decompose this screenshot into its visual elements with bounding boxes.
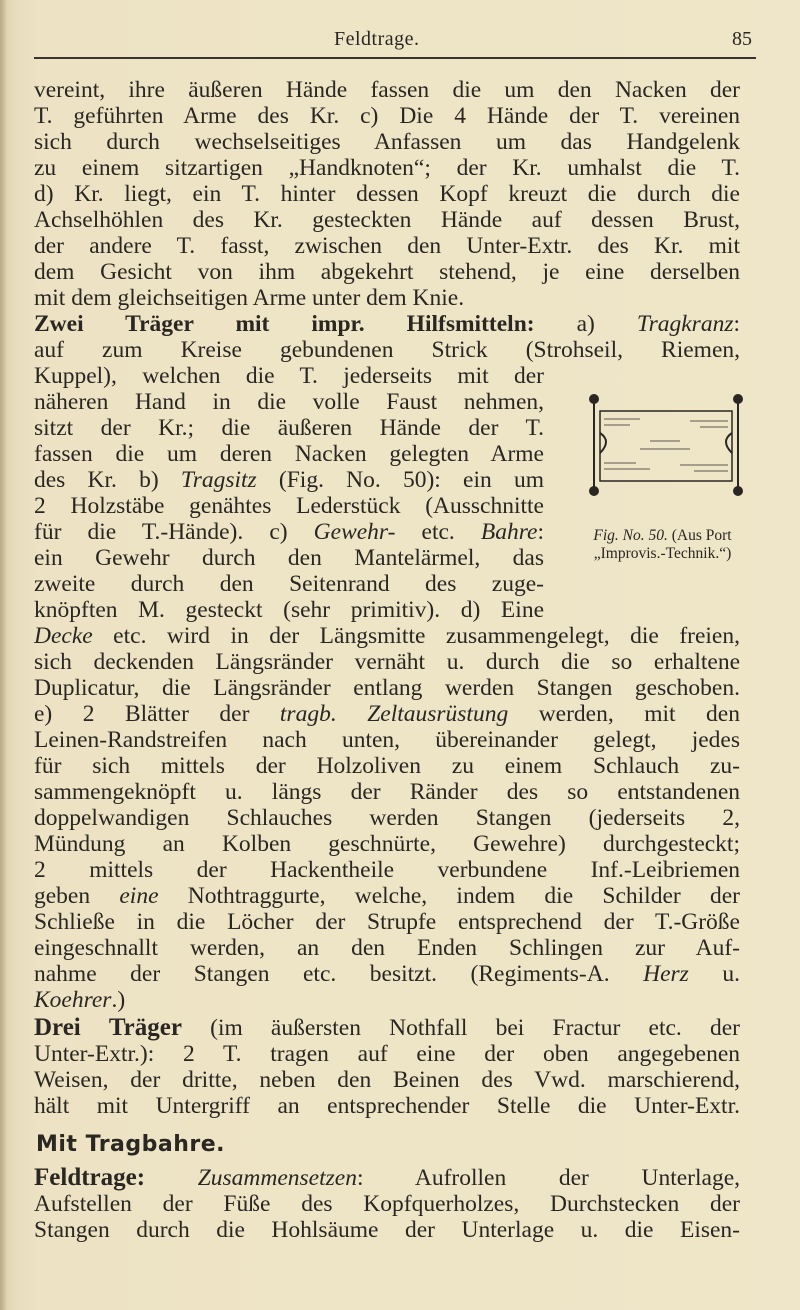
italic-term: Koehrer xyxy=(34,987,112,1013)
text-line xyxy=(34,701,740,727)
text-line: 2 Holzstäbe genähtes Lederstück (Ausschnitte xyxy=(34,493,544,519)
text-line xyxy=(34,987,740,1013)
text-span: des Kr. b) xyxy=(34,467,181,493)
italic-term: Tragsitz xyxy=(180,467,257,493)
text-line: mit dem gleichseitigen Arme unter dem Knie. xyxy=(34,285,465,311)
text-line: für sich mittels der Holzoliven zu einem Schlauch zu- xyxy=(34,753,740,779)
text-line: dem Gesicht von ihm abgekehrt stehend, je eine derselben xyxy=(34,259,740,285)
text-line: sammengeknöpft u. längs der Ränder des so entstandenen xyxy=(34,779,740,805)
text-line: sitzt der Kr.; die äußeren Hände der T. xyxy=(34,415,544,441)
text-line xyxy=(34,883,740,909)
italic-term: Gewehr- xyxy=(313,519,396,545)
italic-term: Bahre xyxy=(480,519,538,545)
text-line: zu einem sitzartigen „Handknoten“; der Kr. umhalst die T. xyxy=(34,155,740,181)
text-line: Stangen durch die Hohlsäume der Unterlage u. die Eisen- xyxy=(34,1217,740,1243)
tragsitz-illustration xyxy=(580,393,752,497)
text-line xyxy=(34,467,544,493)
text-line: vereint, ihre äußeren Hände fassen die um den Nacken der xyxy=(34,77,740,103)
text-span: nahme der Stangen etc. besitzt. (Regiments-A. xyxy=(34,961,644,987)
figure-source: (Aus Port „Improvis.-Technik.“) xyxy=(593,527,732,562)
text-line: sich deckenden Längsränder vernäht u. durch die so erhaltene xyxy=(34,649,740,675)
text-line: d) Kr. liegt, ein T. hinter dessen Kopf kreuzt die durch die xyxy=(34,181,740,207)
text-span: (im äußersten Nothfall bei Fractur etc. der xyxy=(181,1015,740,1041)
text-span: u. xyxy=(688,961,740,987)
text-line: auf zum Kreise gebundenen Strick (Strohseil, Riemen, xyxy=(34,337,740,363)
header-rule xyxy=(34,57,756,59)
text-span: für die T.-Hände). c) xyxy=(34,519,314,545)
text-line: Mündung an Kolben geschnürte, Gewehre) durchgesteckt; xyxy=(34,831,740,857)
section-heading-drei-traeger: Drei Träger xyxy=(34,1014,182,1041)
text-span: : xyxy=(733,311,740,337)
text-line: näheren Hand in die volle Faust nehmen, xyxy=(34,389,544,415)
text-line: Weisen, der dritte, neben den Beinen des Vwd. marschierend, xyxy=(34,1067,740,1093)
text-span: (Fig. No. 50): ein um xyxy=(256,467,544,493)
figure-caption xyxy=(560,527,765,563)
text-line xyxy=(34,519,544,545)
italic-term: Zusammensetzen xyxy=(197,1165,357,1191)
page-number: 85 xyxy=(732,28,752,50)
text-line: Kuppel), welchen die T. jederseits mit der xyxy=(34,363,544,389)
heading-text: Mit Tragbahre. xyxy=(36,1132,226,1157)
text-span: Nothtraggurte, welche, indem die Schilder der xyxy=(158,883,740,909)
page-header xyxy=(34,28,754,58)
text-line: der andere T. fasst, zwischen den Unter-Extr. des Kr. mit xyxy=(34,233,740,259)
text-line: Achselhöhlen des Kr. gesteckten Hände auf dessen Brust, xyxy=(34,207,740,233)
text-span: etc. wird in der Längsmitte zusammengelegt, die freien, xyxy=(92,623,740,649)
text-span xyxy=(145,1165,198,1191)
figure-number: Fig. No. 50. xyxy=(593,527,668,544)
text-line xyxy=(34,1165,740,1191)
text-line: T. geführten Arme des Kr. c) Die 4 Hände der T. vereinen xyxy=(34,103,740,129)
section-heading-mit-tragbahre xyxy=(36,1131,225,1158)
text-line: ein Gewehr durch den Mantelärmel, das xyxy=(34,545,544,571)
text-span: geben xyxy=(34,883,120,909)
text-line: 2 mittels der Hackentheile verbundene Inf.-Leibriemen xyxy=(34,857,740,883)
text-span: .) xyxy=(111,987,126,1013)
running-title: Feldtrage. xyxy=(334,28,420,50)
text-span: e) 2 Blätter der xyxy=(34,701,280,727)
italic-term: Herz xyxy=(643,961,689,987)
text-line: Unter-Extr.): 2 T. tragen auf eine der oben angegebenen xyxy=(34,1041,740,1067)
text-line xyxy=(34,961,740,987)
text-line: Schließe in die Löcher der Strupfe entsprechend der T.-Größe xyxy=(34,909,740,935)
text-span: : Aufrollen der Unterlage, xyxy=(356,1165,741,1191)
italic-term: tragb. Zeltausrüstung xyxy=(279,701,509,727)
italic-term: Tragkranz xyxy=(636,311,734,337)
text-line: sich durch wechselseitiges Anfassen um das Handgelenk xyxy=(34,129,740,155)
text-span: etc. xyxy=(395,519,481,545)
text-line: zweite durch den Seitenrand des zuge- xyxy=(34,571,544,597)
text-line: Duplicatur, die Längsränder entlang werden Stangen geschoben. xyxy=(34,675,740,701)
bold-term: Feldtrage: xyxy=(34,1164,146,1191)
text-line xyxy=(34,1015,740,1041)
text-line: hält mit Untergriff an entsprechender Stelle die Unter-Extr. xyxy=(34,1093,740,1119)
text-line: fassen die um deren Nacken gelegten Arme xyxy=(34,441,544,467)
text-span: werden, mit den xyxy=(508,701,740,727)
text-line: Aufstellen der Füße des Kopfquerholzes, Durchstecken der xyxy=(34,1191,740,1217)
text-line: eingeschnallt werden, an den Enden Schlingen zur Auf- xyxy=(34,935,740,961)
text-line: knöpften M. gesteckt (sehr primitiv). d) Eine xyxy=(34,597,544,623)
text-line: Leinen-Randstreifen nach unten, übereinander gelegt, jedes xyxy=(34,727,740,753)
text-line xyxy=(34,623,740,649)
text-line xyxy=(34,311,740,337)
text-span: a) xyxy=(534,311,637,337)
section-heading-zwei-traeger: Zwei Träger mit impr. Hilfsmitteln: xyxy=(34,311,535,337)
text-line: doppelwandigen Schlauches werden Stangen (jederseits 2, xyxy=(34,805,740,831)
italic-term: Decke xyxy=(34,623,93,649)
text-span: : xyxy=(537,519,544,545)
italic-term: eine xyxy=(119,883,159,909)
tragsitz-icon xyxy=(580,393,752,497)
page-spine-shadow xyxy=(0,0,6,1310)
